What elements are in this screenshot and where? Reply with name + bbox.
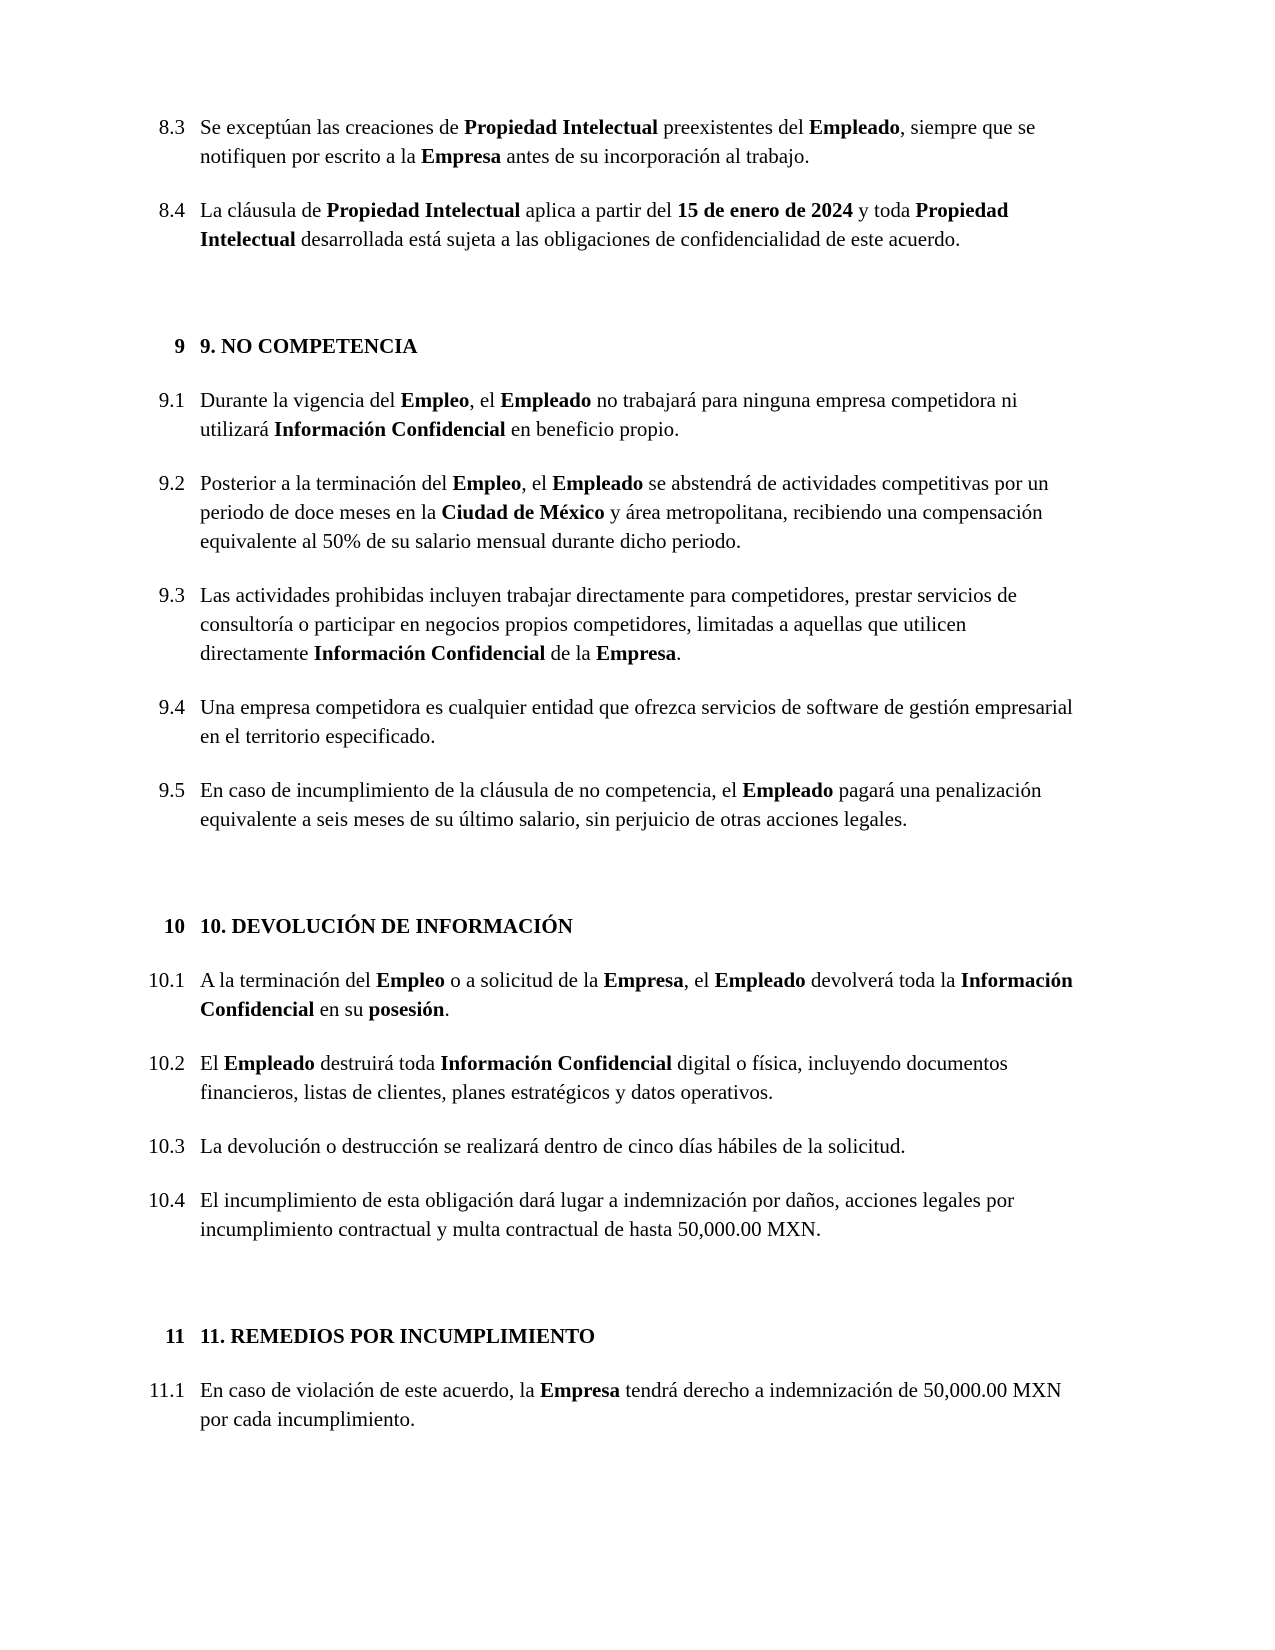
clause-row bbox=[100, 1376, 1175, 1434]
section-number: 11 bbox=[165, 1324, 185, 1348]
clause-row bbox=[100, 1186, 1175, 1244]
clause-text: Las actividades prohibidas incluyen trabajar directamente para competidores, prestar servicios de consultoría o participar en negocios propios competidores, limitadas a aquellas que utilicen directamente Información Confidencial de la Empresa. bbox=[200, 583, 1017, 665]
clause-row bbox=[100, 1132, 1175, 1161]
section-heading-text: 10. DEVOLUCIÓN DE INFORMACIÓN bbox=[200, 914, 573, 938]
clause-text: En caso de incumplimiento de la cláusula de no competencia, el Empleado pagará una penalización equivalente a seis meses de su último salario, sin perjuicio de otras acciones legales. bbox=[200, 778, 1042, 831]
clause-number: 11.1 bbox=[149, 1378, 185, 1402]
clause-number: 10.4 bbox=[148, 1188, 185, 1212]
clause-number: 9.3 bbox=[158, 583, 185, 607]
section-heading-text: 9. NO COMPETENCIA bbox=[200, 334, 418, 358]
clause-row bbox=[100, 581, 1175, 668]
clause-text: El incumplimiento de esta obligación dará lugar a indemnización por daños, acciones legales por incumplimiento contractual y multa contractual de hasta 50,000.00 MXN. bbox=[200, 1188, 1015, 1241]
clause-text: La cláusula de Propiedad Intelectual aplica a partir del 15 de enero de 2024 y toda Propiedad Intelectual desarrollada está sujeta a las obligaciones de confidencialidad de este acuerdo. bbox=[200, 198, 1009, 251]
clause-text: La devolución o destrucción se realizará dentro de cinco días hábiles de la solicitud. bbox=[200, 1134, 906, 1158]
section-heading-row bbox=[100, 1322, 1175, 1351]
clause-row bbox=[100, 776, 1175, 834]
clause-text: Durante la vigencia del Empleo, el Empleado no trabajará para ninguna empresa competidora ni utilizará Información Confidencial en beneficio propio. bbox=[200, 388, 1018, 441]
clause-row bbox=[100, 113, 1175, 171]
clause-text: Una empresa competidora es cualquier entidad que ofrezca servicios de software de gestión empresarial en el territorio especificado. bbox=[200, 695, 1073, 748]
clause-text: En caso de violación de este acuerdo, la Empresa tendrá derecho a indemnización de 50,000.00 MXN por cada incumplimiento. bbox=[200, 1378, 1062, 1431]
section-heading-row bbox=[100, 912, 1175, 941]
clause-number: 10.3 bbox=[148, 1134, 185, 1158]
clause-number: 9.1 bbox=[158, 388, 185, 412]
clause-number: 8.3 bbox=[158, 115, 185, 139]
clause-row bbox=[100, 966, 1175, 1024]
clause-number: 8.4 bbox=[158, 198, 185, 222]
clause-number: 9.2 bbox=[158, 471, 185, 495]
clause-row bbox=[100, 1049, 1175, 1107]
clause-number: 10.2 bbox=[148, 1051, 185, 1075]
clause-text: A la terminación del Empleo o a solicitud de la Empresa, el Empleado devolverá toda la Información Confidencial en su posesión. bbox=[200, 968, 1073, 1021]
clause-list bbox=[100, 113, 1175, 1434]
clause-row bbox=[100, 386, 1175, 444]
clause-row bbox=[100, 469, 1175, 556]
section-number: 9 bbox=[174, 334, 185, 358]
clause-row bbox=[100, 693, 1175, 751]
clause-text: Posterior a la terminación del Empleo, el Empleado se abstendrá de actividades competitivas por un periodo de doce meses en la Ciudad de México y área metropolitana, recibiendo una compensación equivalente al 50% de su salario mensual durante dicho periodo. bbox=[200, 471, 1049, 553]
clause-text: El Empleado destruirá toda Información Confidencial digital o física, incluyendo documentos financieros, listas de clientes, planes estratégicos y datos operativos. bbox=[200, 1051, 1008, 1104]
section-heading-row bbox=[100, 332, 1175, 361]
section-number: 10 bbox=[164, 914, 185, 938]
clause-row bbox=[100, 196, 1175, 254]
clause-number: 9.4 bbox=[158, 695, 185, 719]
clause-number: 10.1 bbox=[148, 968, 185, 992]
section-heading-text: 11. REMEDIOS POR INCUMPLIMIENTO bbox=[200, 1324, 596, 1348]
clause-text: Se exceptúan las creaciones de Propiedad Intelectual preexistentes del Empleado, siempre que se notifiquen por escrito a la Empresa antes de su incorporación al trabajo. bbox=[200, 115, 1036, 168]
clause-number: 9.5 bbox=[158, 778, 185, 802]
